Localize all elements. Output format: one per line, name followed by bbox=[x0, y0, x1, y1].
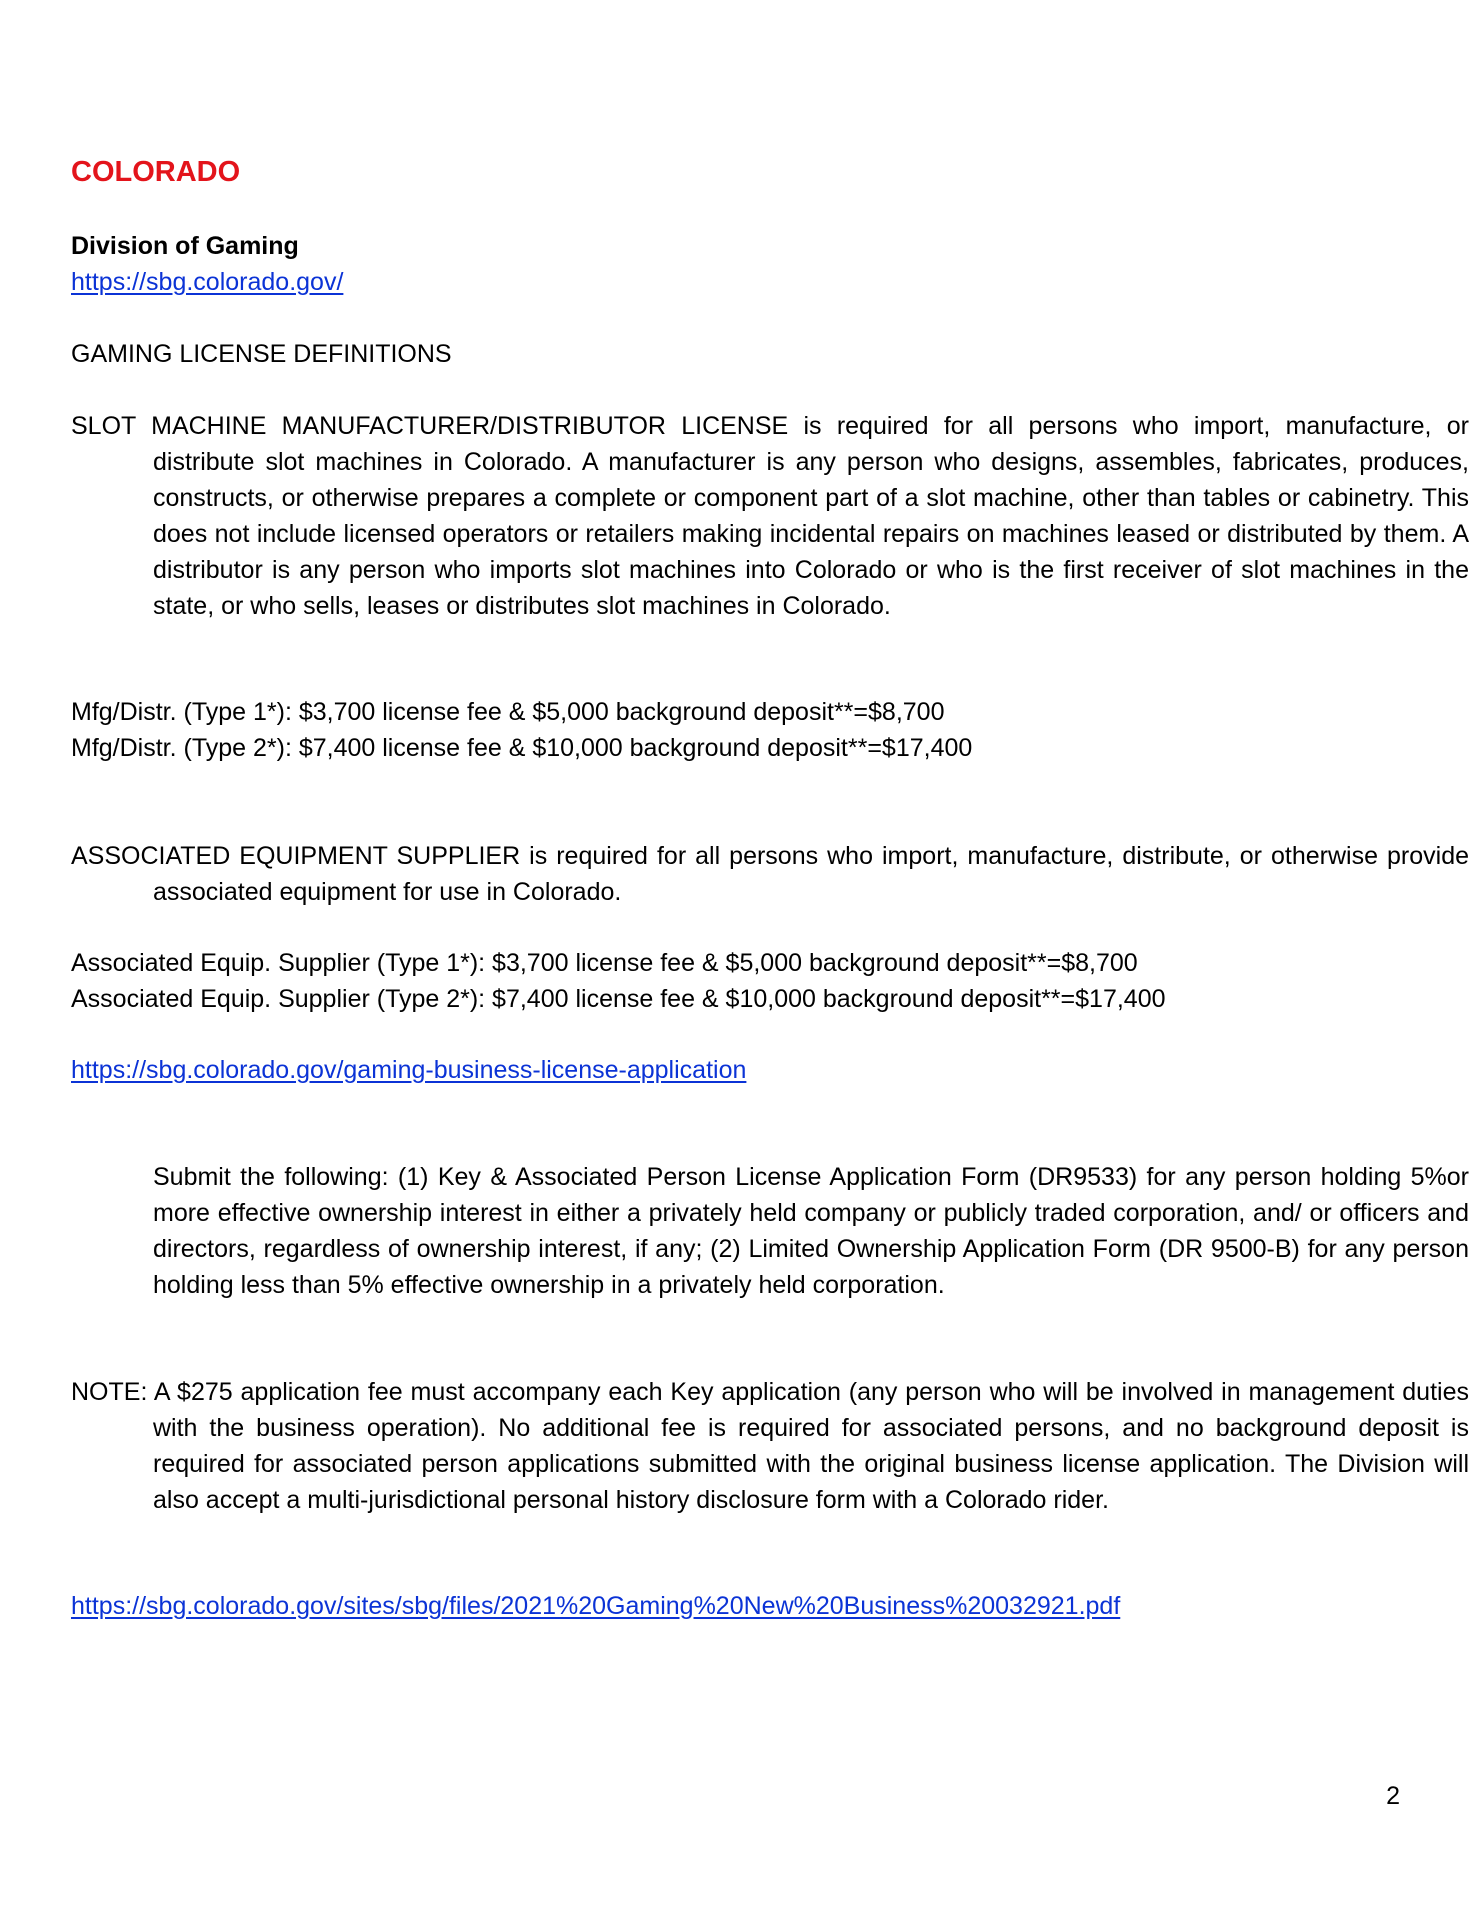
page-number: 2 bbox=[1386, 1782, 1400, 1810]
note-paragraph: NOTE: A $275 application fee must accompany each Key application (any person who will be involved in management duties with the business operation). No additional fee is required for associated persons, and no background deposit is required for associated person applications submitted with the original business license application. The Division will also accept a multi-jurisdictional personal history disclosure form with a Colorado rider. bbox=[71, 1378, 1469, 1514]
slot-license-definition: SLOT MACHINE MANUFACTURER/DISTRIBUTOR LICENSE is required for all persons who import, manufacture, or distribute slot machines in Colorado. A manufacturer is any person who designs, assembles, fabricates, produces, constructs, or otherwise prepares a complete or component part of a slot machine, other than tables or cabinetry. This does not include licensed operators or retailers making incidental repairs on machines leased or distributed by them. A distributor is any person who imports slot machines into Colorado or who is the first receiver of slot machines in the state, or who sells, leases or distributes slot machines in Colorado. bbox=[71, 412, 1469, 620]
slot-fee-type1: Mfg/Distr. (Type 1*): $3,700 license fee & $5,000 background deposit**=$8,700 bbox=[71, 698, 945, 726]
associated-fee-type1: Associated Equip. Supplier (Type 1*): $3,700 license fee & $5,000 background deposit**=$8,700 bbox=[71, 949, 1138, 977]
application-url-link[interactable]: https://sbg.colorado.gov/gaming-business-license-application bbox=[71, 1056, 747, 1084]
section-heading: GAMING LICENSE DEFINITIONS bbox=[71, 340, 452, 368]
associated-fee-type2: Associated Equip. Supplier (Type 2*): $7,400 license fee & $10,000 background deposit**=$17,400 bbox=[71, 985, 1166, 1013]
agency-url-link[interactable]: https://sbg.colorado.gov/ bbox=[71, 268, 344, 296]
submit-instructions: Submit the following: (1) Key & Associated Person License Application Form (DR9533) for any person holding 5%or more effective ownership interest in either a privately held company or publicly traded corporation, and/ or officers and directors, regardless of ownership interest, if any; (2) Limited Ownership Application Form (DR 9500-B) for any person holding less than 5% effective ownership in a privately held corporation. bbox=[153, 1163, 1469, 1299]
state-title: COLORADO bbox=[71, 156, 241, 188]
pdf-url-link[interactable]: https://sbg.colorado.gov/sites/sbg/files/2021%20Gaming%20New%20Business%20032921.pdf bbox=[71, 1592, 1121, 1620]
slot-fee-type2: Mfg/Distr. (Type 2*): $7,400 license fee & $10,000 background deposit**=$17,400 bbox=[71, 734, 973, 762]
agency-name: Division of Gaming bbox=[71, 232, 299, 260]
associated-equipment-definition: ASSOCIATED EQUIPMENT SUPPLIER is required for all persons who import, manufacture, distribute, or otherwise provide associated equipment for use in Colorado. bbox=[71, 842, 1469, 906]
